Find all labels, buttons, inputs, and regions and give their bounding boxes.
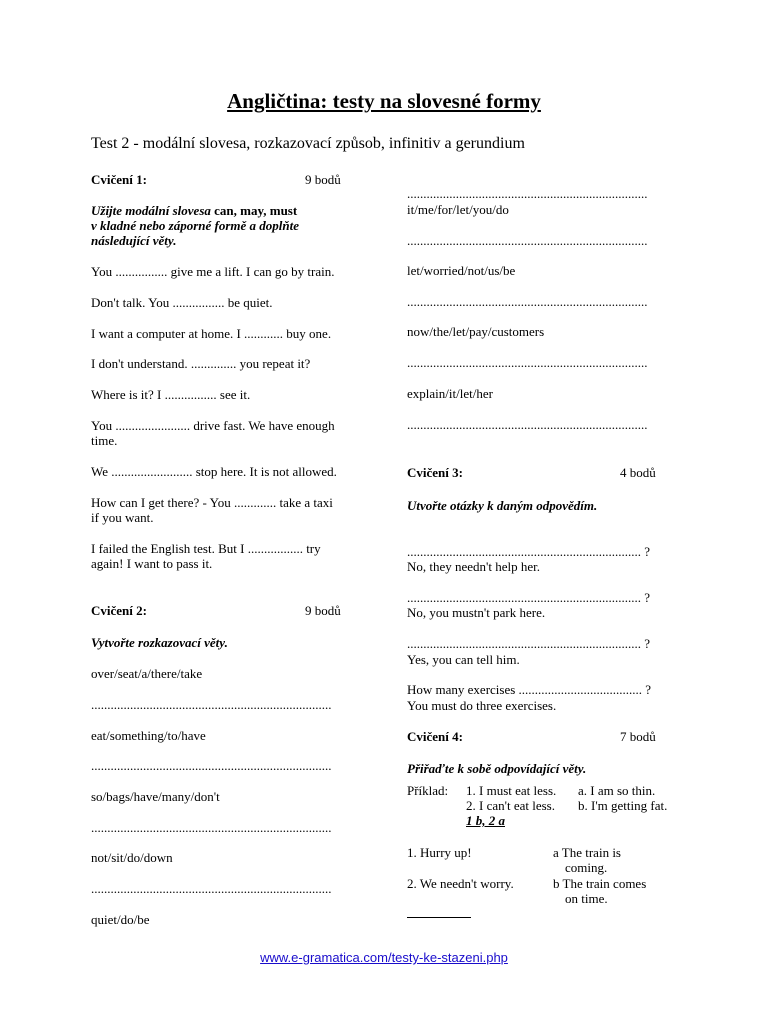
ex2-item: let/worried/not/us/be [407, 263, 516, 278]
ex4-instruction: Přiřaďte k sobě odpovídající věty. [407, 761, 587, 776]
ex1-item-cont: again! I want to pass it. [91, 556, 213, 571]
ex3-question-line[interactable]: ........................................................................ ? [407, 636, 651, 651]
ex2-answer-line[interactable]: .......................................................................... [91, 758, 332, 773]
ex4-option-cont: coming. [565, 860, 608, 875]
ex4-item: 1. Hurry up! [407, 845, 472, 860]
ex2-answer-line[interactable]: .......................................................................... [91, 697, 332, 712]
page-title: Angličtina: testy na slovesné formy [227, 89, 541, 113]
ex4-option: a The train is [553, 845, 621, 860]
ex3-question-line[interactable]: ........................................................................ ? [407, 544, 651, 559]
ex4-example-option: a. I am so thin. [578, 783, 656, 798]
ex4-points: 7 bodů [620, 729, 656, 744]
ex2-item: it/me/for/let/you/do [407, 202, 509, 217]
ex2-heading: Cvičení 2: [91, 603, 147, 618]
ex1-item: How can I get there? - You ............. take a taxi [91, 495, 333, 510]
ex1-item: I don't understand. .............. you repeat it? [91, 356, 311, 371]
ex1-item: You ....................... drive fast. We have enough [91, 418, 335, 433]
ex3-answer: No, they needn't help her. [407, 559, 541, 574]
ex4-example-answer: 1 b, 2 a [466, 813, 505, 828]
ex1-item: We ......................... stop here. It is not allowed. [91, 464, 337, 479]
ex3-answer: No, you mustn't park here. [407, 605, 546, 620]
page-subtitle: Test 2 - modální slovesa, rozkazovací způsob, infinitiv a gerundium [91, 135, 525, 152]
ex2-answer-line[interactable]: .......................................................................... [91, 881, 332, 896]
ex2-item: eat/something/to/have [91, 728, 206, 743]
ex3-answer: Yes, you can tell him. [407, 652, 520, 667]
ex1-item: You ................ give me a lift. I can go by train. [91, 264, 335, 279]
ex1-heading: Cvičení 1: [91, 172, 147, 187]
ex1-instruction-line1: Užijte modální slovesa can, may, must [91, 203, 298, 218]
ex1-instruction-line2: v kladné nebo záporné formě a doplňte [91, 218, 299, 233]
ex4-example-line: 2. I can't eat less. [466, 798, 555, 813]
ex3-heading: Cvičení 3: [407, 465, 463, 480]
footer-link[interactable]: www.e-gramatica.com/testy-ke-stazeni.php [260, 950, 508, 965]
ex4-example-line: 1. I must eat less. [466, 783, 557, 798]
ex1-item-cont: time. [91, 433, 118, 448]
ex4-option: b The train comes [553, 876, 647, 891]
ex1-instruction-line3: následující věty. [91, 233, 177, 248]
ex4-example-label: Příklad: [407, 783, 449, 798]
ex4-option-cont: on time. [565, 891, 608, 906]
ex3-question-line[interactable]: ........................................................................ ? [407, 590, 651, 605]
ex2-answer-line[interactable]: .......................................................................... [407, 355, 648, 370]
ex4-heading: Cvičení 4: [407, 729, 463, 744]
ex3-points: 4 bodů [620, 465, 656, 480]
ex2-item: so/bags/have/many/don't [91, 789, 220, 804]
ex2-item: explain/it/let/her [407, 386, 493, 401]
ex2-item: over/seat/a/there/take [91, 666, 203, 681]
ex2-item: quiet/do/be [91, 912, 150, 927]
ex1-item: I failed the English test. But I ................. try [91, 541, 321, 556]
ex2-answer-line[interactable]: .......................................................................... [407, 186, 648, 201]
ex3-instruction: Utvořte otázky k daným odpovědím. [407, 498, 598, 513]
ex3-question-line[interactable]: How many exercises ...................................... ? [407, 682, 652, 697]
ex2-answer-line[interactable]: .......................................................................... [91, 820, 332, 835]
ex4-answer-blank[interactable] [407, 917, 471, 918]
ex2-answer-line[interactable]: .......................................................................... [407, 417, 648, 432]
ex2-item: not/sit/do/down [91, 850, 173, 865]
ex4-item: 2. We needn't worry. [407, 876, 514, 891]
ex4-example-option: b. I'm getting fat. [578, 798, 668, 813]
ex2-answer-line[interactable]: .......................................................................... [407, 233, 648, 248]
ex3-answer: You must do three exercises. [407, 698, 557, 713]
ex2-points: 9 bodů [305, 603, 341, 618]
ex1-item-cont: if you want. [91, 510, 154, 525]
ex2-item: now/the/let/pay/customers [407, 324, 545, 339]
ex1-item: Where is it? I ................ see it. [91, 387, 251, 402]
ex1-item: I want a computer at home. I ............ buy one. [91, 326, 332, 341]
ex2-answer-line[interactable]: .......................................................................... [407, 294, 648, 309]
ex2-instruction: Vytvořte rozkazovací věty. [91, 635, 228, 650]
ex1-points: 9 bodů [305, 172, 341, 187]
ex1-item: Don't talk. You ................ be quiet. [91, 295, 273, 310]
